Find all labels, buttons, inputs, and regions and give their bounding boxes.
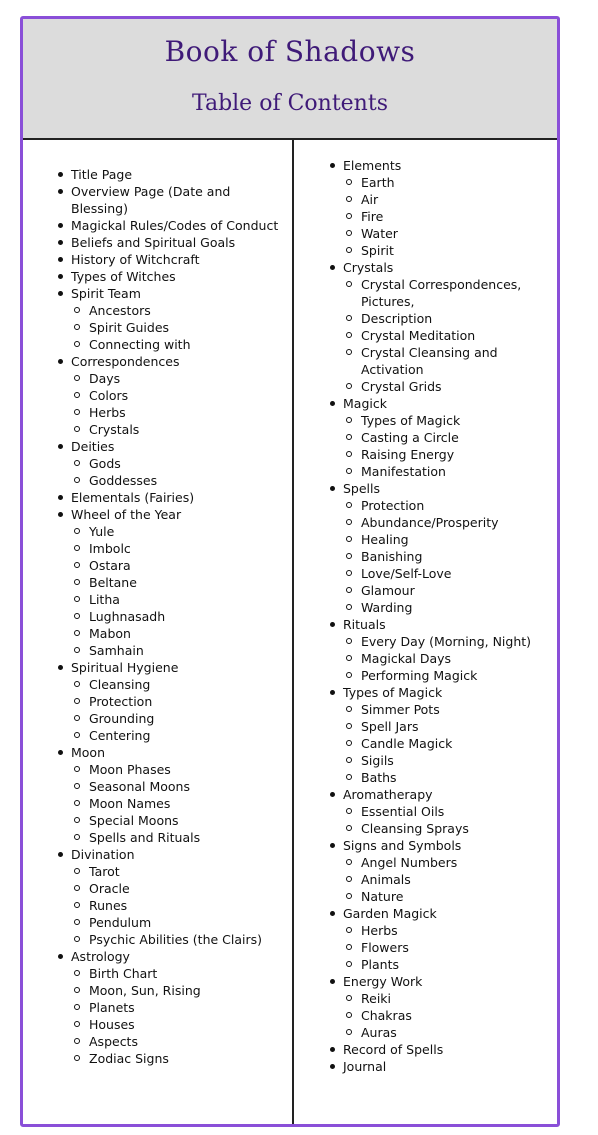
toc-subitem: Centering bbox=[71, 727, 291, 744]
toc-item bbox=[294, 1058, 558, 1075]
toc-subitem: Oracle bbox=[71, 880, 291, 897]
toc-subitem: Special Moons bbox=[71, 812, 291, 829]
toc-sublist bbox=[71, 965, 291, 1067]
toc-subitem: Days bbox=[71, 370, 291, 387]
toc-item bbox=[23, 234, 291, 251]
toc-item bbox=[23, 659, 291, 744]
toc-item bbox=[294, 259, 558, 395]
toc-subitem: Banishing bbox=[343, 548, 558, 565]
page-subtitle: Table of Contents bbox=[191, 91, 388, 116]
toc-item bbox=[23, 353, 291, 438]
toc-subitem: Crystal Meditation bbox=[343, 327, 558, 344]
toc-subitem: Moon Phases bbox=[71, 761, 291, 778]
toc-subitem: Every Day (Morning, Night) bbox=[343, 633, 558, 650]
document-frame bbox=[20, 16, 560, 1127]
page-title: Book of Shadows bbox=[164, 35, 416, 68]
toc-subitem: Spell Jars bbox=[343, 718, 558, 735]
toc-subitem: Casting a Circle bbox=[343, 429, 558, 446]
right-column bbox=[294, 140, 558, 1075]
toc-item-label: Wheel of the Year bbox=[71, 507, 182, 522]
toc-subitem: Chakras bbox=[343, 1007, 558, 1024]
toc-subitem: Protection bbox=[343, 497, 558, 514]
toc-item-label: Record of Spells bbox=[343, 1042, 444, 1057]
toc-item bbox=[23, 166, 291, 183]
toc-sublist bbox=[343, 276, 558, 395]
toc-item bbox=[23, 438, 291, 489]
toc-item-label: Elementals (Fairies) bbox=[71, 490, 195, 505]
toc-subitem: Crystals bbox=[71, 421, 291, 438]
toc-item-label: Magick bbox=[343, 396, 387, 411]
toc-subitem: Gods bbox=[71, 455, 291, 472]
toc-item-label: Correspondences bbox=[71, 354, 180, 369]
toc-subitem: Essential Oils bbox=[343, 803, 558, 820]
toc-sublist bbox=[71, 302, 291, 353]
toc-subitem: Water bbox=[343, 225, 558, 242]
toc-sublist bbox=[71, 761, 291, 846]
toc-subitem: Animals bbox=[343, 871, 558, 888]
toc-subitem: Grounding bbox=[71, 710, 291, 727]
toc-item-label: Journal bbox=[343, 1059, 387, 1074]
toc-sublist bbox=[71, 523, 291, 659]
toc-subitem: Healing bbox=[343, 531, 558, 548]
toc-item bbox=[294, 684, 558, 786]
toc-sublist bbox=[343, 497, 558, 616]
toc-item-label: Types of Magick bbox=[343, 685, 443, 700]
toc-item-label: Moon bbox=[71, 745, 106, 760]
toc-item bbox=[23, 217, 291, 234]
toc-subitem: Moon, Sun, Rising bbox=[71, 982, 291, 999]
toc-item-label: Spiritual Hygiene bbox=[71, 660, 179, 675]
left-column bbox=[23, 140, 291, 1067]
toc-subitem: Zodiac Signs bbox=[71, 1050, 291, 1067]
toc-item bbox=[294, 157, 558, 259]
toc-item bbox=[23, 285, 291, 353]
toc-subitem: Flowers bbox=[343, 939, 558, 956]
toc-subitem: Nature bbox=[343, 888, 558, 905]
toc-item-label: Crystals bbox=[343, 260, 394, 275]
toc-subitem: Glamour bbox=[343, 582, 558, 599]
toc-item bbox=[294, 395, 558, 480]
toc-subitem: Crystal Correspondences, Pictures, bbox=[343, 276, 558, 310]
toc-subitem: Lughnasadh bbox=[71, 608, 291, 625]
toc-item-label: Spirit Team bbox=[71, 286, 141, 301]
toc-subitem: Simmer Pots bbox=[343, 701, 558, 718]
toc-subitem: Psychic Abilities (the Clairs) bbox=[71, 931, 291, 948]
toc-item-label: Energy Work bbox=[343, 974, 423, 989]
toc-subitem: Cleansing bbox=[71, 676, 291, 693]
toc-subitem: Crystal Cleansing and Activation bbox=[343, 344, 558, 378]
toc-item bbox=[23, 744, 291, 846]
toc-subitem: Beltane bbox=[71, 574, 291, 591]
toc-item bbox=[23, 183, 291, 217]
header-banner bbox=[23, 19, 557, 140]
toc-subitem: Imbolc bbox=[71, 540, 291, 557]
toc-item bbox=[23, 506, 291, 659]
toc-item-label: History of Witchcraft bbox=[71, 252, 200, 267]
toc-subitem: Cleansing Sprays bbox=[343, 820, 558, 837]
toc-subitem: Description bbox=[343, 310, 558, 327]
toc-subitem: Earth bbox=[343, 174, 558, 191]
toc-subitem: Auras bbox=[343, 1024, 558, 1041]
toc-item-label: Title Page bbox=[71, 167, 133, 182]
toc-subitem: Baths bbox=[343, 769, 558, 786]
toc-subitem: Protection bbox=[71, 693, 291, 710]
toc-sublist bbox=[343, 854, 558, 905]
toc-item-label: Garden Magick bbox=[343, 906, 437, 921]
toc-item bbox=[23, 489, 291, 506]
toc-item-label: Signs and Symbols bbox=[343, 838, 462, 853]
toc-item bbox=[294, 973, 558, 1041]
toc-subitem: Tarot bbox=[71, 863, 291, 880]
toc-item-label: Divination bbox=[71, 847, 135, 862]
toc-subitem: Sigils bbox=[343, 752, 558, 769]
toc-item-label: Aromatherapy bbox=[343, 787, 433, 802]
toc-sublist bbox=[71, 863, 291, 948]
toc-subitem: Reiki bbox=[343, 990, 558, 1007]
toc-item-label: Rituals bbox=[343, 617, 386, 632]
toc-subitem: Raising Energy bbox=[343, 446, 558, 463]
toc-sublist bbox=[343, 633, 558, 684]
toc-subitem: Mabon bbox=[71, 625, 291, 642]
toc-item bbox=[294, 786, 558, 837]
toc-item-label: Overview Page (Date and Blessing) bbox=[71, 184, 231, 216]
toc-subitem: Yule bbox=[71, 523, 291, 540]
toc-sublist bbox=[71, 676, 291, 744]
toc-subitem: Spirit Guides bbox=[71, 319, 291, 336]
toc-subitem: Angel Numbers bbox=[343, 854, 558, 871]
toc-item bbox=[294, 616, 558, 684]
toc-sublist bbox=[343, 412, 558, 480]
toc-subitem: Seasonal Moons bbox=[71, 778, 291, 795]
toc-item-label: Magickal Rules/Codes of Conduct bbox=[71, 218, 279, 233]
toc-subitem: Birth Chart bbox=[71, 965, 291, 982]
toc-subitem: Abundance/Prosperity bbox=[343, 514, 558, 531]
toc-sublist bbox=[343, 803, 558, 837]
toc-subitem: Warding bbox=[343, 599, 558, 616]
toc-item-label: Deities bbox=[71, 439, 115, 454]
toc-subitem: Spirit bbox=[343, 242, 558, 259]
toc-subitem: Fire bbox=[343, 208, 558, 225]
toc-item bbox=[23, 251, 291, 268]
toc-item bbox=[294, 905, 558, 973]
toc-subitem: Planets bbox=[71, 999, 291, 1016]
left-toc-list bbox=[23, 166, 291, 1067]
toc-subitem: Herbs bbox=[71, 404, 291, 421]
toc-subitem: Candle Magick bbox=[343, 735, 558, 752]
toc-subitem: Runes bbox=[71, 897, 291, 914]
toc-subitem: Pendulum bbox=[71, 914, 291, 931]
toc-subitem: Ancestors bbox=[71, 302, 291, 319]
toc-item-label: Spells bbox=[343, 481, 381, 496]
toc-sublist bbox=[71, 455, 291, 489]
toc-subitem: Colors bbox=[71, 387, 291, 404]
toc-item-label: Beliefs and Spiritual Goals bbox=[71, 235, 236, 250]
toc-item bbox=[23, 846, 291, 948]
right-toc-list bbox=[294, 157, 558, 1075]
toc-item-label: Types of Witches bbox=[71, 269, 176, 284]
toc-subitem: Litha bbox=[71, 591, 291, 608]
toc-subitem: Crystal Grids bbox=[343, 378, 558, 395]
toc-sublist bbox=[343, 701, 558, 786]
toc-subitem: Manifestation bbox=[343, 463, 558, 480]
toc-item bbox=[294, 480, 558, 616]
toc-item bbox=[23, 948, 291, 1067]
toc-sublist bbox=[71, 370, 291, 438]
toc-subitem: Ostara bbox=[71, 557, 291, 574]
toc-subitem: Houses bbox=[71, 1016, 291, 1033]
toc-subitem: Samhain bbox=[71, 642, 291, 659]
toc-item-label: Elements bbox=[343, 158, 402, 173]
toc-subitem: Types of Magick bbox=[343, 412, 558, 429]
toc-sublist bbox=[343, 990, 558, 1041]
toc-sublist bbox=[343, 922, 558, 973]
toc-item bbox=[294, 837, 558, 905]
toc-subitem: Moon Names bbox=[71, 795, 291, 812]
toc-subitem: Spells and Rituals bbox=[71, 829, 291, 846]
toc-item-label: Astrology bbox=[71, 949, 130, 964]
toc-subitem: Magickal Days bbox=[343, 650, 558, 667]
toc-subitem: Connecting with bbox=[71, 336, 291, 353]
toc-subitem: Performing Magick bbox=[343, 667, 558, 684]
toc-subitem: Goddesses bbox=[71, 472, 291, 489]
toc-sublist bbox=[343, 174, 558, 259]
toc-subitem: Herbs bbox=[343, 922, 558, 939]
toc-subitem: Plants bbox=[343, 956, 558, 973]
toc-item bbox=[294, 1041, 558, 1058]
toc-subitem: Aspects bbox=[71, 1033, 291, 1050]
toc-item bbox=[23, 268, 291, 285]
toc-subitem: Air bbox=[343, 191, 558, 208]
toc-subitem: Love/Self-Love bbox=[343, 565, 558, 582]
